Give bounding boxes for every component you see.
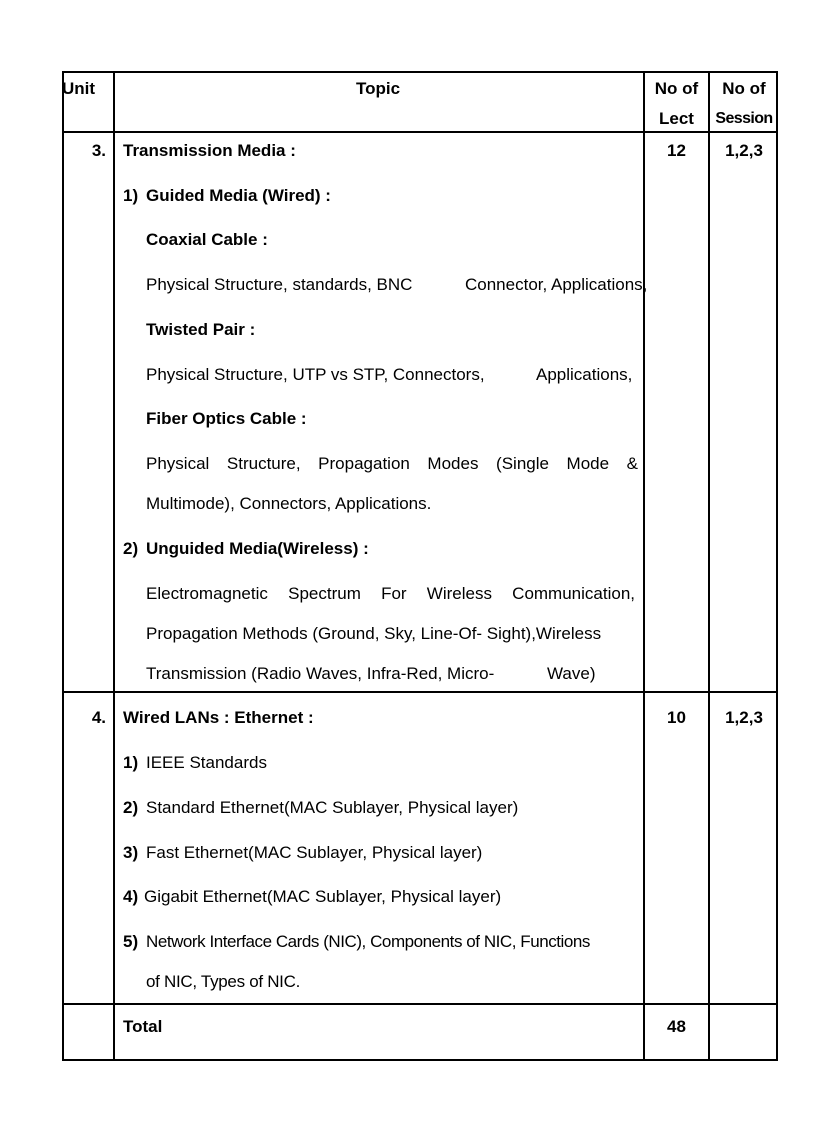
topic-line: Gigabit Ethernet(MAC Sublayer, Physical layer) bbox=[144, 887, 502, 906]
row-divider bbox=[64, 1003, 776, 1005]
item-number: 2) bbox=[123, 798, 139, 817]
topic-line: Standard Ethernet(MAC Sublayer, Physical layer) bbox=[146, 798, 519, 817]
header-unit: Unit bbox=[62, 79, 96, 98]
column-divider bbox=[708, 73, 710, 1059]
subheading: Fiber Optics Cable : bbox=[146, 409, 307, 428]
row-divider bbox=[64, 691, 776, 693]
topic-line: Multimode), Connectors, Applications. bbox=[146, 494, 432, 513]
topic-line: IEEE Standards bbox=[146, 753, 267, 772]
session-list: 1,2,3 bbox=[725, 708, 763, 727]
unit-number: 3. bbox=[91, 141, 106, 160]
item-number: 2) bbox=[123, 539, 139, 558]
lecture-count: 10 bbox=[667, 708, 686, 727]
topic-line: of NIC, Types of NIC. bbox=[146, 972, 300, 991]
subheading: Guided Media (Wired) : bbox=[146, 186, 331, 205]
header-lect-line1: No of bbox=[654, 79, 699, 98]
total-lectures: 48 bbox=[667, 1017, 686, 1036]
unit-number: 4. bbox=[91, 708, 106, 727]
lecture-count: 12 bbox=[667, 141, 686, 160]
item-number: 5) bbox=[123, 932, 139, 951]
header-lect-line2: Lect bbox=[659, 109, 694, 128]
topic-line: Physical Structure, Propagation Modes (Single Mode & bbox=[146, 454, 638, 473]
column-divider bbox=[113, 73, 115, 1059]
subheading: Unguided Media(Wireless) : bbox=[146, 539, 369, 558]
topic-line: Physical Structure, standards, BNC bbox=[146, 275, 413, 294]
topic-line: Connector, Applications, bbox=[465, 275, 648, 294]
item-number: 1) bbox=[123, 753, 139, 772]
item-number: 3) bbox=[123, 843, 139, 862]
column-divider bbox=[643, 73, 645, 1059]
topic-line: Physical Structure, UTP vs STP, Connectors, bbox=[146, 365, 485, 384]
session-list: 1,2,3 bbox=[725, 141, 763, 160]
unit-title: Transmission Media : bbox=[123, 141, 296, 160]
topic-line: Propagation Methods (Ground, Sky, Line-Of- Sight),Wireless bbox=[146, 624, 602, 643]
header-topic: Topic bbox=[355, 79, 401, 98]
topic-line: Applications, bbox=[536, 365, 633, 384]
topic-line: Electromagnetic Spectrum For Wireless Communication, bbox=[146, 584, 635, 603]
topic-line: Wave) bbox=[547, 664, 596, 683]
header-session-line2: Session bbox=[715, 110, 773, 127]
topic-line: Transmission (Radio Waves, Infra-Red, Micro- bbox=[146, 664, 495, 683]
syllabus-table bbox=[62, 71, 778, 1061]
item-number: 1) bbox=[123, 186, 139, 205]
item-number: 4) bbox=[123, 887, 139, 906]
topic-line: Fast Ethernet(MAC Sublayer, Physical layer) bbox=[146, 843, 483, 862]
header-session-line1: No of bbox=[722, 79, 766, 98]
row-divider bbox=[64, 131, 776, 133]
total-label: Total bbox=[123, 1017, 163, 1036]
subheading: Coaxial Cable : bbox=[146, 230, 268, 249]
subheading: Twisted Pair : bbox=[146, 320, 256, 339]
topic-line: Network Interface Cards (NIC), Components of NIC, Functions bbox=[146, 932, 590, 951]
unit-title: Wired LANs : Ethernet : bbox=[123, 708, 314, 727]
